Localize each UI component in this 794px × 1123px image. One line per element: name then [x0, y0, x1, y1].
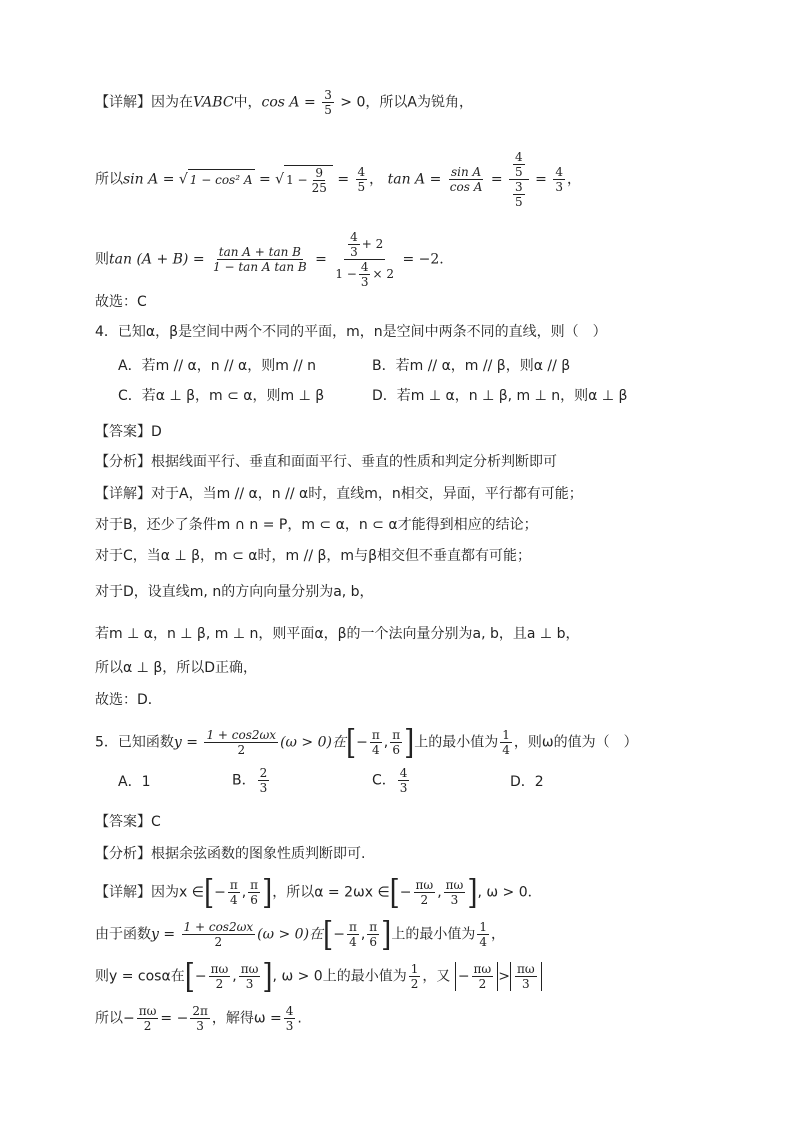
math-y: y =	[173, 734, 199, 751]
text: 则	[95, 251, 109, 268]
left-bracket: [	[203, 873, 215, 912]
numerator: π	[369, 920, 378, 934]
text: 【详解】因为x ∈	[95, 884, 204, 901]
denominator: 3	[285, 1019, 294, 1033]
equals: =	[490, 171, 503, 188]
denominator: 3	[245, 977, 254, 991]
q5-option-A: A．1	[118, 774, 151, 790]
numerator: 1 + cos2ωx	[206, 728, 277, 742]
denominator: 6	[250, 893, 258, 907]
q4-option-D: D．若m ⊥ α，n ⊥ β, m ⊥ n，则α ⊥ β	[372, 388, 628, 404]
equals: =	[258, 171, 271, 188]
left-bracket: [	[389, 873, 400, 912]
q5-detail-3: 则y = cosα在[− $\frac{\pi\omega}{2}$ , $\frac{\pi\omega}{3}$ ], ω > 0上的最小值为 $\frac{1}{2}$ ，又 − $\frac{\pi\omega}{2}$ > $\frac{\pi\omega}{3}$	[95, 962, 542, 991]
sqrt-symbol-2: √	[275, 171, 285, 188]
right-bracket: ]	[381, 915, 392, 954]
numerator: 4	[515, 150, 523, 164]
q4-detail-7: 故选：D．	[95, 692, 162, 708]
text: 则y = cosα在	[95, 968, 185, 985]
radicand: 1 − cos² A	[188, 169, 255, 190]
text: 中，	[233, 94, 262, 111]
denominator: cos A	[449, 180, 483, 194]
text: , ω > 0上的最小值为	[272, 968, 407, 985]
radicand-2	[284, 165, 333, 195]
choice-line: 故选：C	[95, 294, 147, 310]
q4-option-C: C．若α ⊥ β，m ⊂ α，则m ⊥ β	[118, 388, 325, 404]
denominator: 2	[478, 977, 487, 991]
denominator: 3	[360, 275, 369, 289]
equals: =	[535, 171, 547, 188]
q4-stem: 4．已知α，β是空间中两个不同的平面，m，n是空间中两条不同的直线，则（ ）	[95, 324, 607, 340]
fraction	[204, 728, 278, 757]
q5-option-D: D．2	[510, 774, 544, 790]
fraction	[390, 728, 402, 757]
q4-detail-3: 对于C，当α ⊥ β，m ⊂ α时，m // β，m与β相交但不垂直都有可能；	[95, 548, 532, 564]
numerator: π	[371, 728, 380, 742]
detail-line-1	[95, 88, 473, 117]
q5-option-C	[372, 766, 411, 795]
compound-fraction	[509, 150, 529, 209]
denominator: 5	[515, 195, 523, 209]
numerator: πω	[445, 878, 464, 892]
q5-stem: 5．已知函数y = $\frac{1 + \cos 2\omega x}{2}$ (ω > 0)在[− $\frac{\pi}{4}$ , $\frac{\pi}{6}$ ]上的最小值为 $\frac{1}{4}$ ，则ω的值为（ ）	[95, 723, 638, 762]
fraction	[370, 728, 382, 757]
fraction	[322, 88, 334, 117]
math-cosA: cos A =	[261, 94, 316, 111]
numerator: 4	[360, 260, 369, 274]
numerator: 3	[515, 180, 523, 194]
q4-detail-4: 对于D，设直线m, n的方向向量分别为a, b，	[95, 584, 374, 600]
abs-value	[510, 962, 542, 991]
triangle-label: VABC	[193, 94, 234, 111]
numerator: π	[229, 878, 238, 892]
denominator	[509, 180, 529, 209]
left-bracket: [	[323, 915, 334, 954]
text: 5．已知函数	[95, 734, 174, 751]
q4-detail-5: 若m ⊥ α，n ⊥ β, m ⊥ n，则平面α，β的一个法向量分别为a, b，且a ⊥ b，	[95, 626, 580, 642]
text: ，所以α = 2ωx ∈	[272, 884, 390, 901]
q5-detail-1: 【详解】因为x ∈[− $\frac{\pi}{4}$ , $\frac{\pi}{6}$ ]，所以α = 2ωx ∈[− $\frac{\pi\omega}{2}$ , $\frac{\pi\omega}{3}$ ], ω > 0．	[95, 873, 542, 912]
numerator: 4	[555, 165, 563, 179]
denominator: 6	[369, 935, 378, 949]
text: 1 −	[335, 267, 357, 281]
q4-option-B: B．若m // α，m // β，则α // β	[372, 358, 571, 374]
text: 因为在	[151, 94, 193, 111]
numerator: 9	[315, 165, 324, 180]
right-bracket: ]	[467, 873, 478, 912]
denominator: 5	[515, 165, 523, 179]
right-bracket: ]	[262, 873, 273, 912]
denominator: 3	[399, 781, 408, 795]
numerator: πω	[516, 962, 535, 976]
numerator	[509, 150, 529, 180]
text: ，	[369, 171, 384, 188]
text: B．	[232, 772, 256, 789]
numerator: 4	[285, 1004, 294, 1018]
text: ，	[566, 171, 581, 188]
numerator: πω	[415, 878, 434, 892]
text: .	[297, 1010, 302, 1027]
denominator: 1 − tan A tan B	[213, 260, 307, 274]
text: 上的最小值为	[391, 926, 476, 943]
text: ，解得ω =	[211, 1010, 282, 1027]
math-sinA: sin A =	[123, 171, 175, 188]
text: , ω > 0．	[477, 884, 542, 901]
numerator: 2π	[192, 1004, 208, 1018]
denominator: 2	[237, 743, 246, 757]
denominator: 2	[214, 935, 223, 949]
numerator: πω	[138, 1004, 157, 1018]
fraction	[356, 165, 368, 194]
denominator: 3	[521, 977, 530, 991]
denominator: 4	[229, 893, 238, 907]
denominator: 2	[410, 977, 419, 991]
equals: =	[337, 171, 350, 188]
left-bracket: [	[184, 957, 195, 996]
q4-detail-1: 【详解】对于A，当m // α，n // α时，直线m，n相交，异面，平行都有可能；	[95, 486, 583, 502]
text: ，则ω的值为（ ）	[513, 734, 638, 751]
compound-fraction	[333, 230, 396, 289]
denominator: 4	[371, 743, 380, 757]
math-y: y =	[151, 926, 176, 943]
detail-line-2	[95, 150, 581, 209]
q4-option-A: A．若m // α，n // α，则m // n	[118, 358, 317, 374]
text: C．	[372, 772, 396, 789]
numerator: π	[250, 878, 259, 892]
q4-analysis: 【分析】根据线面平行、垂直和面面平行、垂直的性质和判定分析判断即可	[95, 454, 557, 470]
numerator: tan A + tan B	[218, 245, 301, 259]
right-bracket: ]	[262, 957, 273, 996]
numerator: 3	[324, 88, 332, 102]
numerator: 1	[502, 728, 510, 742]
text: 所以	[95, 171, 123, 188]
equals: = −	[160, 1010, 189, 1027]
text: 所以−	[95, 1010, 135, 1027]
fraction	[448, 165, 485, 194]
numerator: π	[392, 728, 401, 742]
fraction	[500, 728, 512, 757]
text: > 0，所以A为锐角，	[340, 94, 473, 111]
denominator: 4	[349, 935, 357, 949]
denominator: 3	[555, 180, 563, 194]
right-bracket: ]	[404, 723, 415, 762]
numerator: π	[348, 920, 357, 934]
denominator: 6	[392, 743, 400, 757]
numerator: 1	[410, 962, 419, 976]
denominator: 5	[357, 180, 366, 194]
q5-detail-4	[95, 1004, 302, 1033]
q4-detail-2: 对于B，还少了条件m ∩ n = P，m ⊂ α，n ⊂ α才能得到相应的结论；	[95, 517, 538, 533]
text: ，又	[422, 968, 451, 985]
text: 1 −	[286, 172, 308, 187]
text: 上的最小值为	[414, 734, 499, 751]
numerator: 4	[399, 766, 408, 780]
denominator	[333, 260, 396, 289]
abs-value: − $\frac{\pi\omega}{2}$	[455, 962, 498, 991]
text: + 2	[361, 237, 384, 251]
fraction	[553, 165, 565, 194]
denominator: 2	[215, 977, 224, 991]
denominator: 4	[502, 743, 510, 757]
math-tanAB: tan (A + B) =	[109, 251, 205, 268]
denominator: 3	[350, 245, 358, 259]
numerator: sin A	[450, 165, 482, 179]
q5-answer: 【答案】C	[95, 814, 161, 830]
denominator: 3	[450, 893, 459, 907]
denominator: 4	[479, 935, 487, 949]
q5-option-B	[232, 766, 271, 795]
numerator: 1	[479, 920, 487, 934]
denominator: 5	[324, 103, 332, 117]
q4-detail-6: 所以α ⊥ β，所以D正确，	[95, 660, 258, 676]
q5-analysis: 【分析】根据余弦函数的图象性质判断即可.	[95, 846, 366, 862]
denominator: 2	[420, 893, 429, 907]
sqrt-symbol: √	[178, 171, 188, 188]
denominator: 2	[143, 1019, 152, 1033]
detail-line-3	[95, 230, 444, 289]
denominator: 3	[259, 781, 268, 795]
condition: (ω > 0)在	[280, 734, 346, 751]
equals: =	[315, 251, 327, 268]
text: 由于函数	[95, 926, 151, 943]
numerator: πω	[473, 962, 492, 976]
numerator: πω	[210, 962, 229, 976]
numerator: 2	[259, 766, 268, 780]
q5-detail-2: 由于函数y = $\frac{1 + \cos 2\omega x}{2}$ (ω > 0)在[− $\frac{\pi}{4}$ , $\frac{\pi}{6}$ ]上的最小值为 $\frac{1}{4}$ ，	[95, 915, 505, 954]
denominator: 3	[196, 1019, 204, 1033]
result: = −2.	[402, 251, 444, 268]
numerator: 4	[357, 165, 366, 179]
math-tanA: tan A =	[387, 171, 442, 188]
left-bracket: [	[345, 723, 357, 762]
tag-detail: 【详解】	[95, 94, 151, 111]
numerator	[344, 230, 385, 260]
fraction	[211, 245, 309, 274]
q4-answer: 【答案】D	[95, 424, 162, 440]
numerator: πω	[240, 962, 259, 976]
numerator: 1 + cos2ωx	[183, 920, 254, 934]
condition: (ω > 0)在	[257, 926, 324, 943]
text: × 2	[372, 267, 394, 281]
numerator: 4	[350, 230, 358, 244]
text: ，	[490, 926, 505, 943]
denominator: 25	[311, 180, 327, 195]
